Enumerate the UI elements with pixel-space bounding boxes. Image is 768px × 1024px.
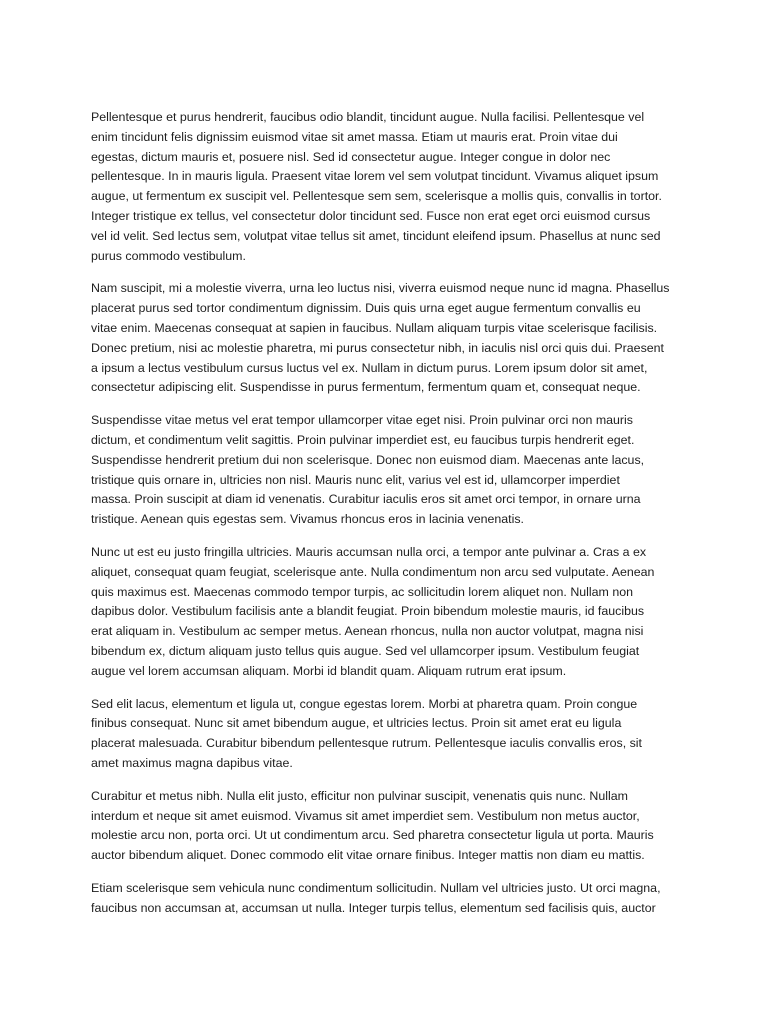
paragraph-2 xyxy=(91,279,681,398)
paragraph-line: vitae enim. Maecenas consequat at sapien in faucibus. Nullam aliquam turpis vitae scelerisque facilisis. xyxy=(91,320,658,335)
paragraph-line: vel id velit. Sed lectus sem, volutpat vitae tellus sit amet, tincidunt eleifend ipsum. Phasellus at nunc sed xyxy=(91,228,661,243)
paragraph-line: purus commodo vestibulum. xyxy=(91,248,246,263)
document-page xyxy=(91,108,681,931)
paragraph-line: placerat purus sed tortor condimentum dignissim. Duis quis urna eget augue fermentum convallis eu xyxy=(91,301,641,316)
paragraph-4 xyxy=(91,543,681,682)
paragraph-line: tristique. Aenean quis egestas sem. Vivamus rhoncus eros in lacinia venenatis. xyxy=(91,512,524,527)
paragraph-line: placerat malesuada. Curabitur bibendum pellentesque rutrum. Pellentesque iaculis convallis eros, sit xyxy=(91,736,642,751)
paragraph-line: massa. Proin suscipit at diam id venenatis. Curabitur iaculis eros sit amet orci tempor, in ornare urna xyxy=(91,492,641,507)
paragraph-line: molestie arcu non, porta orci. Ut ut condimentum arcu. Sed pharetra consectetur ligula ut porta. Mauris xyxy=(91,828,654,843)
paragraph-line: pellentesque. In in mauris ligula. Praesent vitae lorem vel sem volutpat tincidunt. Vivamus aliquet ipsum xyxy=(91,169,659,184)
paragraph-line: Donec pretium, nisi ac molestie pharetra, mi purus consectetur nibh, in iaculis nisl orci quis dui. Praesent xyxy=(91,340,664,355)
paragraph-line: bibendum ex, dictum aliquam justo tellus quis augue. Sed vel ullamcorper ipsum. Vestibulum feugiat xyxy=(91,643,640,658)
paragraph-line: augue, ut fermentum ex suscipit vel. Pellentesque sem sem, scelerisque a mollis quis, convallis in tortor. xyxy=(91,189,662,204)
paragraph-line: Etiam scelerisque sem vehicula nunc condimentum sollicitudin. Nullam vel ultricies justo. Ut orci magna, xyxy=(91,880,661,895)
paragraph-line: a ipsum a lectus vestibulum cursus luctus vel ex. Nullam in dictum purus. Lorem ipsum dolor sit amet, xyxy=(91,360,648,375)
paragraph-line: consectetur adipiscing elit. Suspendisse in purus fermentum, fermentum quam et, consequat neque. xyxy=(91,380,641,395)
paragraph-line: Suspendisse vitae metus vel erat tempor ullamcorper vitae eget nisi. Proin pulvinar orci non mauris xyxy=(91,413,633,428)
paragraph-line: faucibus non accumsan at, accumsan ut nulla. Integer turpis tellus, elementum sed facilisis quis, auctor xyxy=(91,900,656,915)
paragraph-line: Sed elit lacus, elementum et ligula ut, congue egestas lorem. Morbi at pharetra quam. Proin congue xyxy=(91,696,638,711)
paragraph-line: Suspendisse hendrerit pretium dui non scelerisque. Donec non euismod diam. Maecenas ante lacus, xyxy=(91,452,645,467)
paragraph-line: Pellentesque et purus hendrerit, faucibus odio blandit, tincidunt augue. Nulla facilisi. Pellentesque vel xyxy=(91,110,645,124)
paragraph-line: aliquet, consequat quam feugiat, scelerisque ante. Nulla condimentum non arcu sed vulputate. Aenean xyxy=(91,564,655,579)
paragraph-line: Nunc ut est eu justo fringilla ultricies. Mauris accumsan nulla orci, a tempor ante pulvinar a. Cras a ex xyxy=(91,544,647,559)
paragraph-1 xyxy=(91,108,681,266)
paragraph-7 xyxy=(91,879,681,919)
paragraph-line: auctor bibendum aliquet. Donec commodo elit vitae ornare finibus. Integer mattis non diam eu mattis. xyxy=(91,848,645,863)
paragraph-3 xyxy=(91,411,681,530)
paragraph-line: Nam suscipit, mi a molestie viverra, urna leo luctus nisi, viverra euismod neque nunc id magna. Phasellus xyxy=(91,281,670,296)
paragraph-line: augue vel lorem accumsan aliquam. Morbi id blandit quam. Aliquam rutrum erat ipsum. xyxy=(91,663,567,678)
paragraph-line: dapibus dolor. Vestibulum facilisis ante a blandit feugiat. Proin bibendum molestie mauris, id faucibus xyxy=(91,604,645,619)
paragraph-6 xyxy=(91,787,681,866)
paragraph-line: Integer tristique ex tellus, vel consectetur dolor tincidunt sed. Fusce non erat eget orci euismod cursus xyxy=(91,208,651,223)
paragraph-line: quis maximus est. Maecenas commodo tempor turpis, ac sollicitudin lorem aliquet non. Nullam non xyxy=(91,584,633,599)
paragraph-line: enim tincidunt felis dignissim euismod vitae sit amet massa. Etiam ut mauris erat. Proin vitae dui xyxy=(91,129,618,144)
paragraph-line: Curabitur et metus nibh. Nulla elit justo, efficitur non pulvinar suscipit, venenatis quis nunc. Nullam xyxy=(91,788,628,803)
paragraph-5 xyxy=(91,695,681,774)
paragraph-line: interdum et neque sit amet euismod. Vivamus sit amet imperdiet sem. Vestibulum non metus auctor, xyxy=(91,808,640,823)
paragraph-line: tristique quis ornare in, ultricies non nisl. Mauris nunc elit, varius vel est id, ullamcorper imperdiet xyxy=(91,472,620,487)
paragraph-line: dictum, et condimentum velit sagittis. Proin pulvinar imperdiet est, eu faucibus turpis hendrerit eget. xyxy=(91,432,635,447)
paragraph-line: egestas, dictum mauris et, posuere nisl. Sed id consectetur augue. Integer congue in dolor nec xyxy=(91,149,611,164)
paragraph-line: finibus consequat. Nunc sit amet bibendum augue, et ultricies lectus. Proin sit amet erat eu ligula xyxy=(91,716,622,731)
paragraph-line: amet maximus magna dapibus vitae. xyxy=(91,755,293,770)
paragraph-line: erat aliquam in. Vestibulum ac semper metus. Aenean rhoncus, nulla non auctor volutpat, magna nisi xyxy=(91,624,644,639)
